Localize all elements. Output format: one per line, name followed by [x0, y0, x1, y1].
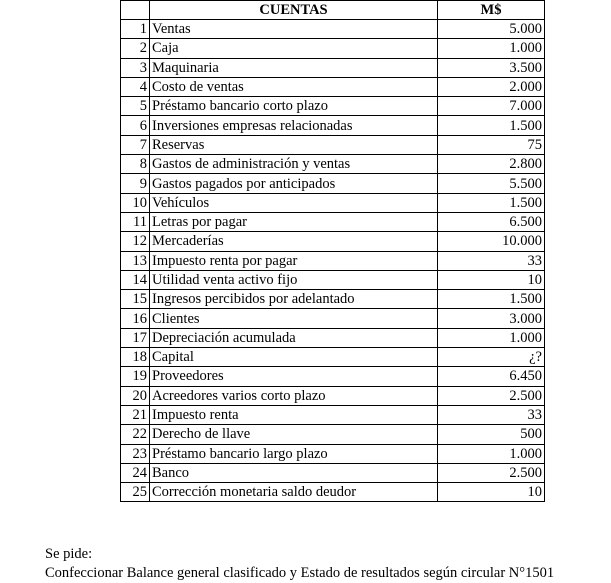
account-name: Vehículos [150, 193, 438, 212]
table-row [121, 348, 545, 367]
table-row [121, 39, 545, 58]
account-name: Inversiones empresas relacionadas [150, 116, 438, 135]
table-row [121, 386, 545, 405]
table-row [121, 97, 545, 116]
account-name: Impuesto renta por pagar [150, 251, 438, 270]
row-number: 8 [121, 155, 150, 174]
row-number: 6 [121, 116, 150, 135]
table-row [121, 155, 545, 174]
table-row [121, 290, 545, 309]
row-number: 9 [121, 174, 150, 193]
assignment-footer [45, 545, 554, 583]
table-row [121, 174, 545, 193]
row-number: 20 [121, 386, 150, 405]
row-number: 11 [121, 212, 150, 231]
row-number: 19 [121, 367, 150, 386]
account-name: Ventas [150, 20, 438, 39]
footer-label: Se pide: [45, 546, 93, 562]
account-name: Reservas [150, 135, 438, 154]
account-amount: 33 [438, 405, 545, 424]
account-amount: 75 [438, 135, 545, 154]
account-amount: 33 [438, 251, 545, 270]
account-name: Letras por pagar [150, 212, 438, 231]
account-amount: 7.000 [438, 97, 545, 116]
account-amount: 1.000 [438, 444, 545, 463]
table-row [121, 270, 545, 289]
account-amount: 1.500 [438, 193, 545, 212]
account-amount: 2.000 [438, 77, 545, 96]
account-name: Gastos pagados por anticipados [150, 174, 438, 193]
account-amount: 1.000 [438, 39, 545, 58]
row-number: 10 [121, 193, 150, 212]
account-name: Préstamo bancario largo plazo [150, 444, 438, 463]
table-row [121, 58, 545, 77]
table-header-row [121, 1, 545, 20]
account-amount: 1.500 [438, 290, 545, 309]
row-number: 15 [121, 290, 150, 309]
account-name: Impuesto renta [150, 405, 438, 424]
amount-column-header: M$ [438, 1, 545, 20]
row-number: 1 [121, 20, 150, 39]
account-amount: 6.500 [438, 212, 545, 231]
account-amount: 1.000 [438, 328, 545, 347]
row-number: 2 [121, 39, 150, 58]
row-number: 18 [121, 348, 150, 367]
table-row [121, 212, 545, 231]
table-row [121, 328, 545, 347]
number-column-header [121, 1, 150, 20]
account-name: Banco [150, 463, 438, 482]
row-number: 23 [121, 444, 150, 463]
row-number: 12 [121, 232, 150, 251]
account-amount: 2.500 [438, 463, 545, 482]
account-amount: 10 [438, 270, 545, 289]
account-name: Capital [150, 348, 438, 367]
row-number: 24 [121, 463, 150, 482]
row-number: 22 [121, 425, 150, 444]
table-row [121, 20, 545, 39]
account-amount: 3.000 [438, 309, 545, 328]
account-name: Maquinaria [150, 58, 438, 77]
table-row [121, 425, 545, 444]
account-name: Proveedores [150, 367, 438, 386]
row-number: 16 [121, 309, 150, 328]
account-name: Gastos de administración y ventas [150, 155, 438, 174]
table-row [121, 77, 545, 96]
account-name: Ingresos percibidos por adelantado [150, 290, 438, 309]
accounts-table [120, 0, 545, 502]
table-row [121, 483, 545, 502]
row-number: 14 [121, 270, 150, 289]
account-amount: 5.500 [438, 174, 545, 193]
account-name: Depreciación acumulada [150, 328, 438, 347]
account-name: Corrección monetaria saldo deudor [150, 483, 438, 502]
table-row [121, 193, 545, 212]
table-row [121, 232, 545, 251]
account-name: Derecho de llave [150, 425, 438, 444]
footer-instruction: Confeccionar Balance general clasificado y Estado de resultados según circular N°1501 [45, 565, 555, 581]
account-amount: 6.450 [438, 367, 545, 386]
account-amount: ¿? [438, 348, 545, 367]
table-row [121, 405, 545, 424]
account-name: Mercaderías [150, 232, 438, 251]
row-number: 13 [121, 251, 150, 270]
account-amount: 2.500 [438, 386, 545, 405]
account-name: Costo de ventas [150, 77, 438, 96]
row-number: 3 [121, 58, 150, 77]
row-number: 17 [121, 328, 150, 347]
row-number: 25 [121, 483, 150, 502]
table-row [121, 309, 545, 328]
account-amount: 10 [438, 483, 545, 502]
account-name: Clientes [150, 309, 438, 328]
row-number: 7 [121, 135, 150, 154]
account-name: Caja [150, 39, 438, 58]
account-amount: 3.500 [438, 58, 545, 77]
row-number: 4 [121, 77, 150, 96]
table-row [121, 135, 545, 154]
row-number: 5 [121, 97, 150, 116]
account-amount: 5.000 [438, 20, 545, 39]
table-row [121, 463, 545, 482]
account-name: Acreedores varios corto plazo [150, 386, 438, 405]
account-amount: 1.500 [438, 116, 545, 135]
table-row [121, 444, 545, 463]
table-row [121, 116, 545, 135]
account-name: Préstamo bancario corto plazo [150, 97, 438, 116]
table-body [121, 20, 545, 502]
account-amount: 2.800 [438, 155, 545, 174]
table-row [121, 251, 545, 270]
account-amount: 10.000 [438, 232, 545, 251]
account-amount: 500 [438, 425, 545, 444]
row-number: 21 [121, 405, 150, 424]
account-column-header: CUENTAS [150, 1, 438, 20]
account-name: Utilidad venta activo fijo [150, 270, 438, 289]
table-row [121, 367, 545, 386]
